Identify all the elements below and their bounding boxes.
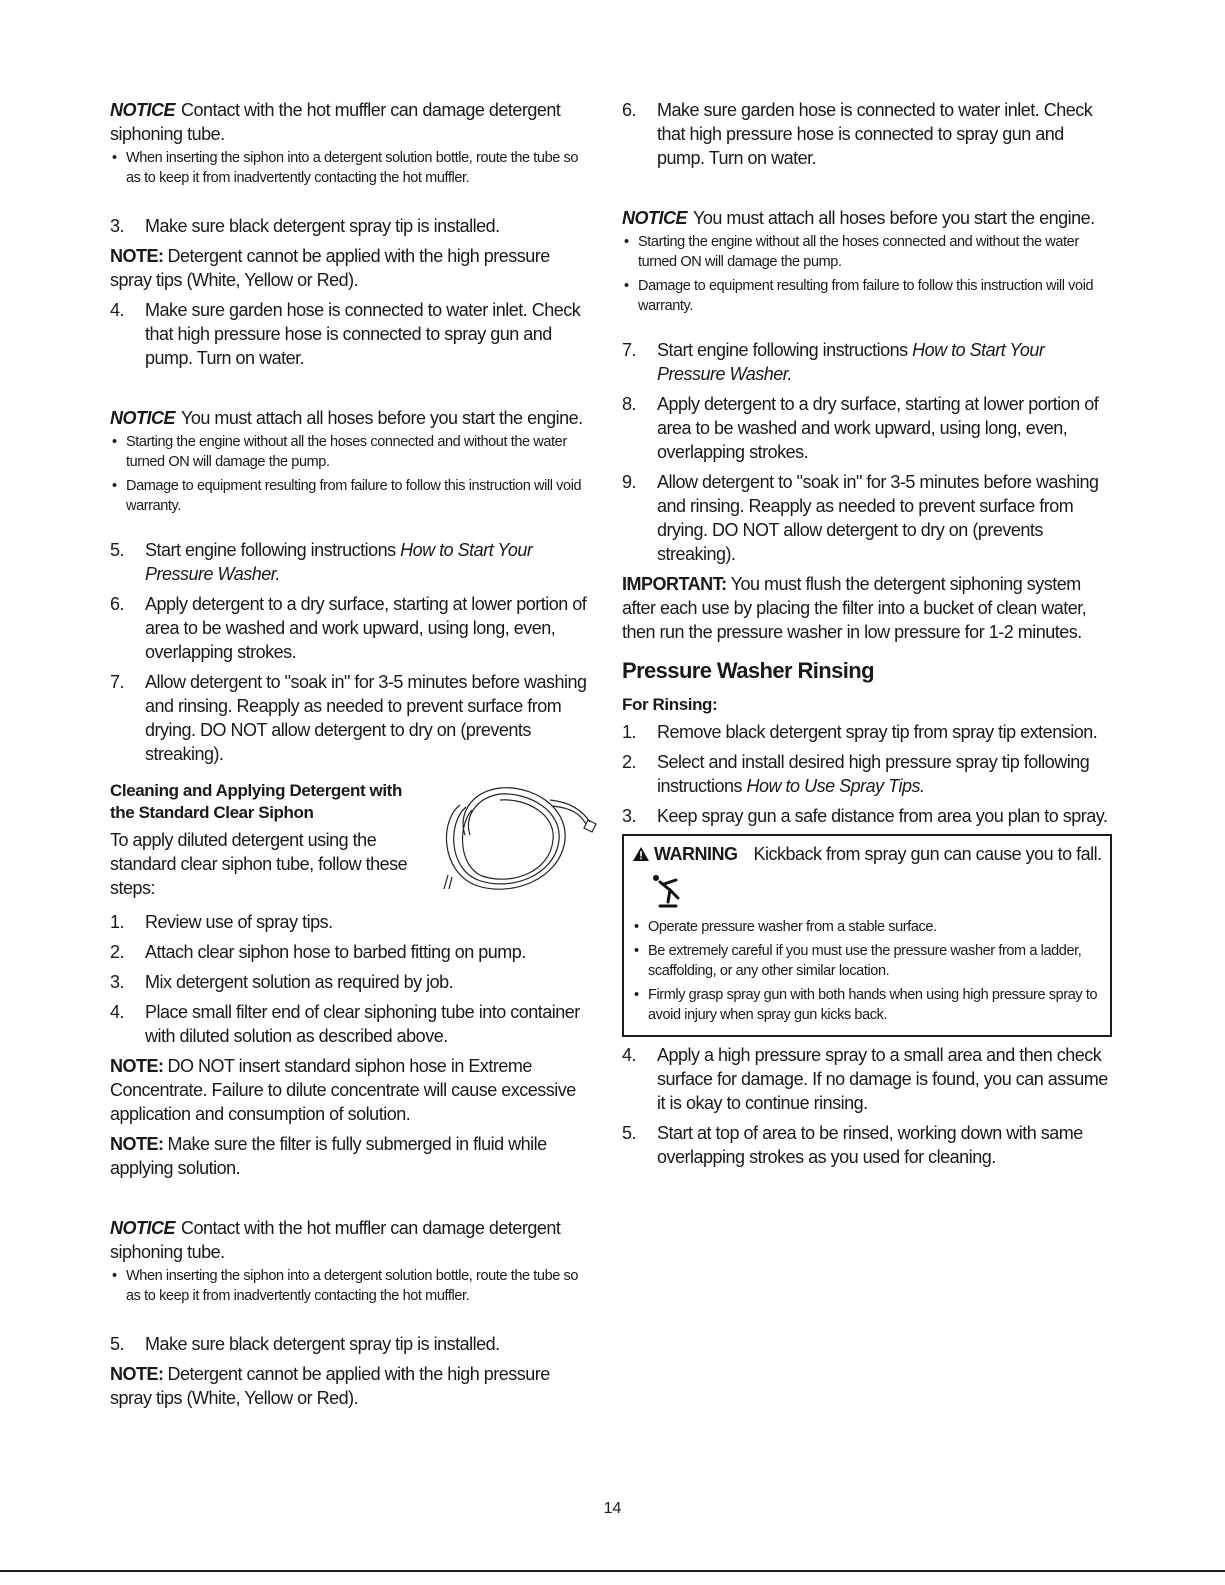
- notice-block: [110, 1216, 595, 1306]
- warning-triangle-icon: [632, 846, 650, 862]
- bullet-item: • Damage to equipment resulting from failure to follow this instruction will void warranty.: [112, 478, 582, 514]
- step-item: 1. Review use of spray tips.: [110, 912, 333, 932]
- cross-reference: How to Use Spray Tips.: [746, 776, 925, 796]
- step-item: 7. Start engine following instructions How to Start Your Pressure Washer.: [622, 340, 1045, 384]
- step-item: 3. Mix detergent solution as required by job.: [110, 972, 454, 992]
- step-item: 3. Keep spray gun a safe distance from area you plan to spray.: [622, 806, 1108, 826]
- notice-bullets: [110, 432, 595, 516]
- warning-label: WARNING: [654, 844, 738, 864]
- notice-block: [110, 406, 595, 516]
- left-column: [110, 98, 595, 1416]
- bullet-item: • When inserting the siphon into a detergent solution bottle, route the tube so as to keep it from inadvertently contacting the hot muffler.: [112, 150, 579, 186]
- note-paragraph: NOTE: DO NOT insert standard siphon hose in Extreme Concentrate. Failure to dilute concentrate will cause excessive application and consumption of solution.: [110, 1056, 576, 1124]
- notice-block: [622, 206, 1112, 316]
- step-item: 4. Place small filter end of clear siphoning tube into container with diluted solution as described above.: [110, 1002, 580, 1046]
- notice-block: [110, 98, 595, 188]
- notice-text: You must attach all hoses before you start the engine.: [693, 208, 1095, 228]
- step-item: 9. Allow detergent to "soak in" for 3-5 minutes before washing and rinsing. Reapply as needed to prevent surface from drying. DO NOT allow detergent to dry on (prevents streaking).: [622, 472, 1099, 564]
- section-heading: Cleaning and Applying Detergent with the Standard Clear Siphon: [110, 781, 402, 822]
- notice-label: NOTICE: [110, 1218, 176, 1238]
- bullet-item: • Operate pressure washer from a stable surface.: [634, 919, 937, 935]
- section-title: Pressure Washer Rinsing: [622, 658, 874, 683]
- step-item: 5. Make sure black detergent spray tip is installed.: [110, 1334, 500, 1354]
- notice-text: Contact with the hot muffler can damage detergent siphoning tube.: [110, 100, 561, 144]
- step-item: 4. Make sure garden hose is connected to water inlet. Check that high pressure hose is connected to spray gun and pump. Turn on water.: [110, 300, 581, 368]
- warning-text: Kickback from spray gun can cause you to fall.: [753, 844, 1102, 864]
- notice-label: NOTICE: [622, 208, 688, 228]
- notice-bullets: [110, 148, 595, 188]
- siphon-section: [110, 780, 595, 1048]
- step-item: 1. Remove black detergent spray tip from spray tip extension.: [622, 722, 1098, 742]
- bottom-divider: [0, 1570, 1225, 1572]
- notice-text: You must attach all hoses before you start the engine.: [181, 408, 583, 428]
- step-item: 6. Make sure garden hose is connected to water inlet. Check that high pressure hose is connected to spray gun and pump. Turn on water.: [622, 100, 1093, 168]
- step-item: 3. Make sure black detergent spray tip is installed.: [110, 216, 500, 236]
- bullet-item: • Starting the engine without all the hoses connected and without the water turned ON will damage the pump.: [112, 434, 567, 470]
- step-item: 8. Apply detergent to a dry surface, starting at lower portion of area to be washed and work upward, using long, even, overlapping strokes.: [622, 394, 1099, 462]
- falling-person-icon: [646, 868, 686, 908]
- page-number: 14: [603, 1500, 622, 1517]
- note-paragraph: NOTE: Detergent cannot be applied with the high pressure spray tips (White, Yellow or Red).: [110, 246, 550, 290]
- bullet-item: • Starting the engine without all the hoses connected and without the water turned ON will damage the pump.: [624, 234, 1079, 270]
- step-item: 7. Allow detergent to "soak in" for 3-5 minutes before washing and rinsing. Reapply as needed to prevent surface from drying. DO NOT allow detergent to dry on (prevents streaking).: [110, 672, 587, 764]
- notice-bullets: [110, 1266, 595, 1306]
- note-paragraph: NOTE: Detergent cannot be applied with the high pressure spray tips (White, Yellow or Red).: [110, 1364, 550, 1408]
- bullet-item: • Be extremely careful if you must use the pressure washer from a ladder, scaffolding, or any other similar location.: [634, 943, 1082, 979]
- notice-label: NOTICE: [110, 100, 176, 120]
- intro-paragraph: To apply diluted detergent using the standard clear siphon tube, follow these steps:: [110, 830, 408, 898]
- right-column: [622, 98, 1112, 1175]
- bullet-item: • Firmly grasp spray gun with both hands when using high pressure spray to avoid injury when spray gun kicks back.: [634, 987, 1098, 1023]
- notice-text: Contact with the hot muffler can damage detergent siphoning tube.: [110, 1218, 561, 1262]
- step-item: 6. Apply detergent to a dry surface, starting at lower portion of area to be washed and work upward, using long, even, overlapping strokes.: [110, 594, 587, 662]
- note-paragraph: NOTE: Make sure the filter is fully submerged in fluid while applying solution.: [110, 1134, 547, 1178]
- cross-reference: How to Start Your Pressure Washer.: [145, 540, 533, 584]
- important-paragraph: IMPORTANT: You must flush the detergent siphoning system after each use by placing the filter into a bucket of clean water, then run the pressure washer in low pressure for 1-2 minutes.: [622, 574, 1087, 642]
- step-item: 5. Start engine following instructions How to Start Your Pressure Washer.: [110, 540, 533, 584]
- step-item: 4. Apply a high pressure spray to a small area and then check surface for damage. If no damage is found, you can assume it is okay to continue rinsing.: [622, 1045, 1108, 1113]
- cross-reference: How to Start Your Pressure Washer.: [657, 340, 1045, 384]
- warning-bullets: [632, 917, 1102, 1025]
- subsection-title: For Rinsing:: [622, 695, 718, 714]
- step-item: 2. Attach clear siphon hose to barbed fitting on pump.: [110, 942, 526, 962]
- bullet-item: • When inserting the siphon into a detergent solution bottle, route the tube so as to keep it from inadvertently contacting the hot muffler.: [112, 1268, 579, 1304]
- notice-bullets: [622, 232, 1112, 316]
- bullet-item: • Damage to equipment resulting from failure to follow this instruction will void warranty.: [624, 278, 1094, 314]
- step-item: 5. Start at top of area to be rinsed, working down with same overlapping strokes as you used for cleaning.: [622, 1123, 1083, 1167]
- step-item: 2. Select and install desired high pressure spray tip following instructions How to Use Spray Tips.: [622, 752, 1090, 796]
- warning-box: [622, 834, 1112, 1037]
- notice-label: NOTICE: [110, 408, 176, 428]
- siphon-icon: [430, 780, 600, 900]
